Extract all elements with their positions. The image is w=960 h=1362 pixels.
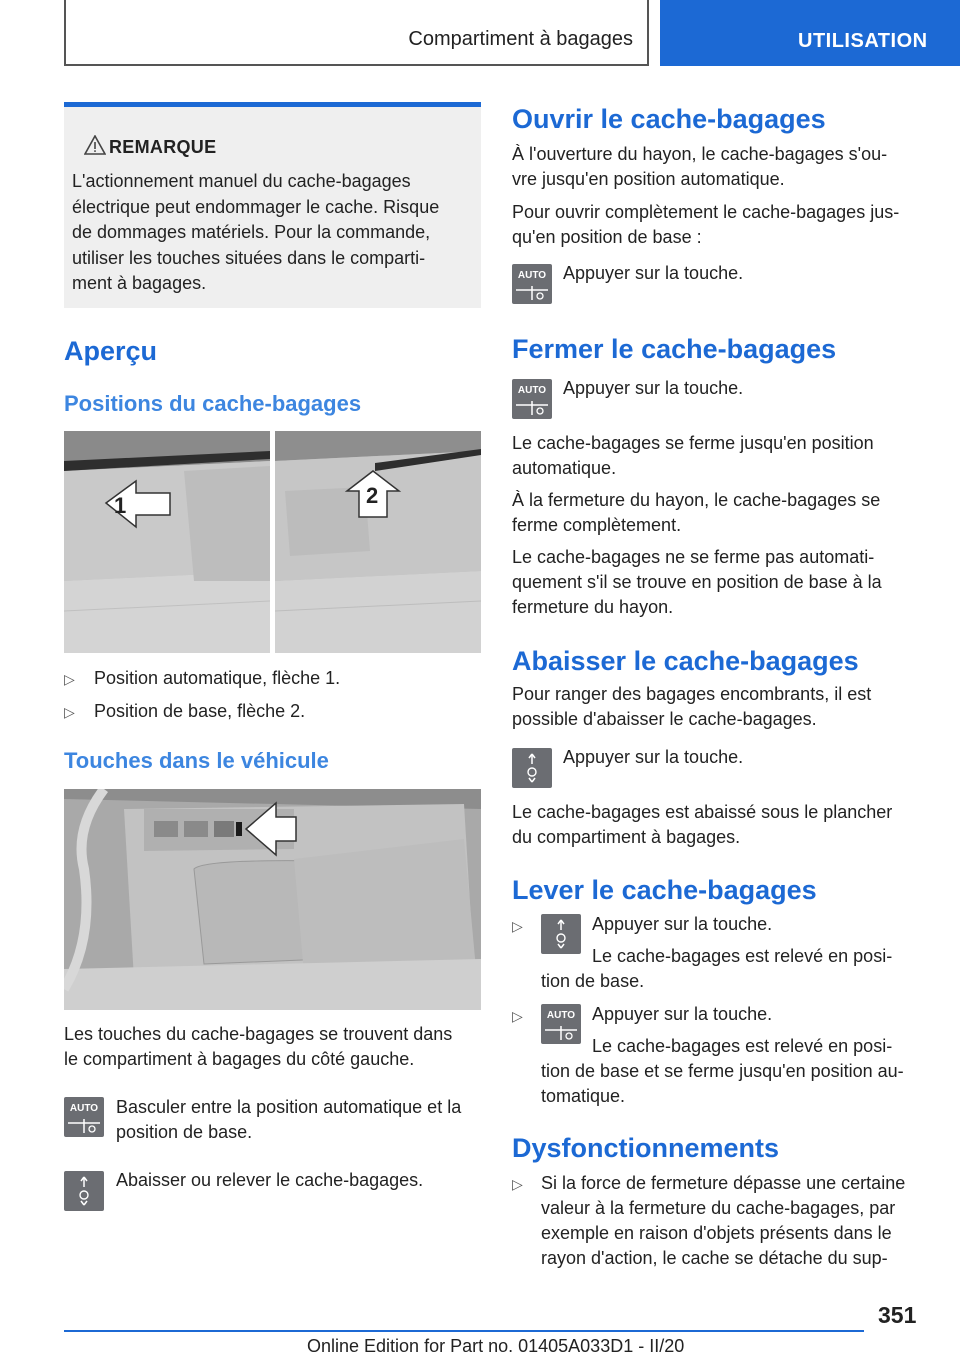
warning-icon (84, 135, 106, 155)
heading-touches: Touches dans le véhicule (64, 748, 329, 773)
raise-b1-press-key: Appuyer sur la touche. (592, 914, 773, 934)
text-line: Le cache-bagages est abaissé sous le plancher (512, 802, 893, 822)
text-line: ferme complètement. (512, 515, 682, 535)
text-line: tion de base et se ferme jusqu'en position au- (541, 1061, 904, 1081)
text-line: du compartiment à bagages. (512, 827, 741, 847)
malfunction-text (541, 1171, 941, 1271)
bullet-icon: ▷ (64, 704, 75, 720)
auto-key-label: AUTO (517, 385, 547, 396)
text-line: Le cache-bagages se ferme jusqu'en position (512, 433, 874, 453)
heading-malfunctions: Dysfonctionnements (512, 1133, 780, 1163)
text-line: À l'ouverture du hayon, le cache-bagages s'ou- (512, 144, 888, 164)
auto-key-icon (64, 1097, 104, 1137)
close-text-3 (512, 545, 942, 620)
lift-key-icon (512, 748, 552, 788)
bullet-icon: ▷ (512, 918, 523, 934)
lift-key-icon (64, 1171, 104, 1211)
text-line: vre jusqu'en position automatique. (512, 169, 785, 189)
text-line: le compartiment à bagages du côté gauche. (64, 1049, 415, 1069)
heading-open: Ouvrir le cache-bagages (512, 104, 826, 134)
text-line: qu'en position de base : (512, 227, 702, 247)
raise-b1-sub-line2: tion de base. (541, 971, 645, 991)
text-line: valeur à la fermeture du cache-bagages, par (541, 1198, 896, 1218)
auto-key-icon (541, 1004, 581, 1044)
auto-key-icon (512, 379, 552, 419)
lower-press-key: Appuyer sur la touche. (563, 747, 744, 767)
header-section-box (64, 0, 649, 66)
remark-text (72, 169, 477, 297)
open-text-2 (512, 200, 942, 250)
lower-text-2 (512, 800, 942, 850)
photo-trunk-buttons (64, 789, 481, 1010)
text-line: À la fermeture du hayon, le cache-bagages se (512, 490, 881, 510)
header-chapter-tab[interactable] (660, 0, 960, 66)
raise-b1-sub-line1: Le cache-bagages est relevé en posi- (592, 946, 893, 966)
text-line: exemple en raison d'objets présents dans le (541, 1223, 892, 1243)
text-line: tomatique. (541, 1086, 626, 1106)
remark-line: L'actionnement manuel du cache-bagages (72, 171, 411, 191)
text-line: Pour ranger des bagages encombrants, il est (512, 684, 872, 704)
photo-base-position (275, 431, 481, 653)
open-press-key: Appuyer sur la touche. (563, 263, 744, 283)
remark-box (64, 102, 481, 308)
text-line: Si la force de fermeture dépasse une certaine (541, 1173, 906, 1193)
header-chapter-label: UTILISATION (798, 30, 928, 52)
remark-line: électrique peut endommager le cache. Risque (72, 196, 440, 217)
raise-b2-sub-rest (541, 1059, 941, 1109)
lift-key-description: Abaisser ou relever le cache-bagages. (116, 1170, 424, 1190)
photo-2-label: 2 (366, 483, 379, 508)
heading-raise: Lever le cache-bagages (512, 875, 817, 905)
header-section-title: Compartiment à bagages (408, 28, 633, 50)
heading-positions: Positions du cache-bagages (64, 391, 362, 416)
heading-lower: Abaisser le cache-bagages (512, 646, 859, 676)
text-line: fermeture du hayon. (512, 597, 674, 617)
bullet-icon: ▷ (512, 1008, 523, 1024)
text-line: automatique. (512, 458, 617, 478)
heading-apercu: Aperçu (64, 336, 158, 366)
photo-automatic-position (64, 431, 270, 653)
close-press-key: Appuyer sur la touche. (563, 378, 744, 398)
text-line: Les touches du cache-bagages se trouvent dans (64, 1024, 453, 1044)
open-text-1 (512, 142, 942, 192)
bullet-automatic: Position automatique, flèche 1. (94, 668, 341, 688)
remark-title: REMARQUE (109, 137, 217, 157)
auto-key-description (116, 1095, 486, 1145)
auto-key-label: AUTO (69, 1103, 99, 1114)
bullet-icon: ▷ (64, 671, 75, 687)
raise-b2-press-key: Appuyer sur la touche. (592, 1004, 773, 1024)
text-line: Le cache-bagages ne se ferme pas automati- (512, 547, 875, 567)
raise-b2-sub-line1: Le cache-bagages est relevé en posi- (592, 1036, 893, 1056)
lift-key-icon (541, 914, 581, 954)
footer-edition: Online Edition for Part no. 01405A033D1 - II/20 (307, 1336, 685, 1356)
remark-line: ment à bagages. (72, 273, 207, 293)
close-text-2 (512, 488, 942, 538)
text-line: rayon d'action, le cache se détache du sup- (541, 1248, 888, 1268)
auto-key-icon (512, 264, 552, 304)
text-line: possible d'abaisser le cache-bagages. (512, 709, 817, 729)
page-number: 351 (878, 1302, 917, 1328)
text-line: quement s'il se trouve en position de base à la (512, 572, 882, 592)
lower-text-1 (512, 682, 942, 732)
text-line: position de base. (116, 1122, 253, 1142)
text-line: Pour ouvrir complètement le cache-bagages jus- (512, 202, 900, 222)
touches-location-text (64, 1022, 484, 1072)
auto-key-label: AUTO (546, 1010, 576, 1021)
remark-line: utiliser les touches situées dans le comparti- (72, 247, 426, 268)
remark-line: de dommages matériels. Pour la commande, (72, 222, 431, 242)
bullet-icon: ▷ (512, 1176, 523, 1192)
heading-close: Fermer le cache-bagages (512, 334, 837, 364)
close-text-1 (512, 431, 942, 481)
bullet-base: Position de base, flèche 2. (94, 701, 306, 721)
footer-divider (64, 1330, 864, 1332)
auto-key-label: AUTO (517, 270, 547, 281)
text-line: Basculer entre la position automatique et la (116, 1097, 462, 1117)
photo-1-label: 1 (114, 493, 127, 518)
